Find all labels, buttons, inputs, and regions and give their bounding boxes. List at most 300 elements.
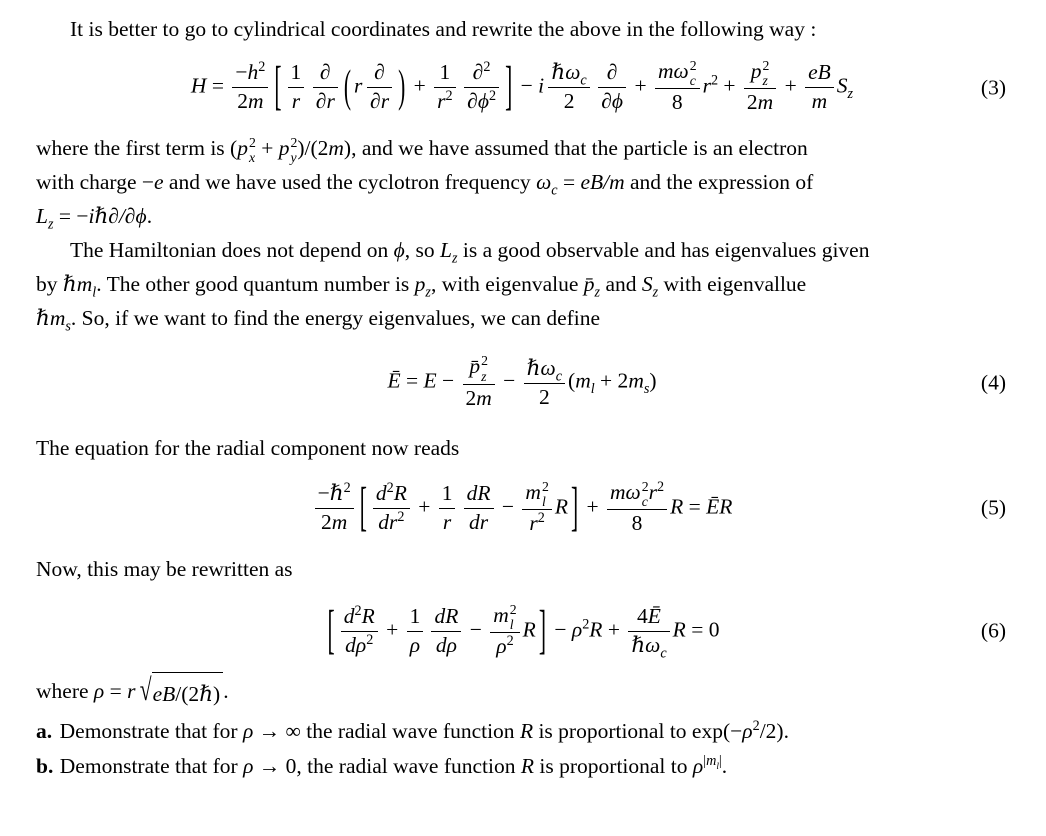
math-text: |	[703, 752, 707, 769]
math-text: 2	[290, 135, 298, 151]
stretched-delimiter: [	[327, 599, 335, 660]
math-variable: eB	[808, 60, 831, 85]
math-variable: z	[451, 250, 458, 267]
math-text: =	[400, 368, 424, 393]
fraction	[463, 353, 495, 412]
superscript	[657, 479, 664, 495]
denominator	[315, 508, 354, 537]
math-text: 2	[397, 508, 405, 525]
math-text: /2).	[759, 719, 789, 744]
numerator	[524, 355, 565, 383]
fraction	[464, 480, 494, 537]
math-text: 2	[237, 89, 248, 114]
math-variable: p	[278, 136, 290, 161]
subscript	[763, 73, 768, 88]
math-variable: R	[522, 617, 536, 642]
math-text: =	[206, 73, 230, 98]
math-text: 2	[746, 90, 758, 115]
numerator	[655, 58, 700, 88]
math-text: −	[497, 368, 521, 393]
math-variable: z	[47, 216, 54, 233]
math-text: +	[255, 136, 279, 161]
math-variable: ℏ	[199, 682, 214, 707]
math-variable: R	[393, 480, 407, 505]
math-text: −	[464, 617, 488, 642]
superscript	[690, 58, 697, 73]
math-variable: Ē	[706, 494, 720, 519]
math-variable: ρ	[571, 617, 583, 642]
subscript	[542, 494, 546, 509]
para-first-term-line-3	[36, 199, 1008, 233]
math-variable: S	[836, 73, 848, 98]
math-text: /(2	[175, 682, 200, 707]
numerator	[373, 480, 410, 508]
math-variable: z	[425, 284, 431, 301]
math-variable: y	[290, 150, 297, 166]
math-variable: l	[92, 284, 97, 301]
math-variable: ℏω	[551, 60, 581, 85]
math-text: 2	[481, 353, 488, 369]
sqrt-radical	[140, 672, 223, 714]
numerator	[598, 59, 626, 87]
stretched-delimiter: ]	[538, 599, 546, 660]
math-text: 2	[538, 384, 550, 409]
denominator	[367, 87, 392, 116]
math-text: The Hamiltonian does not depend on	[70, 238, 394, 263]
math-variable: eB	[152, 682, 176, 707]
math-text: 8	[631, 510, 643, 535]
math-variable: dr	[378, 509, 398, 534]
math-variable: mω	[657, 59, 689, 84]
math-text: 2	[386, 479, 394, 496]
math-variable: Ē	[647, 604, 661, 629]
math-variable: c	[580, 72, 587, 89]
stacked-scripts	[481, 353, 488, 383]
math-variable: p	[414, 272, 426, 297]
math-variable: ℏω	[631, 632, 661, 657]
math-variable: h	[247, 60, 259, 85]
numerator	[315, 480, 354, 508]
math-variable: ℏm	[36, 306, 66, 331]
denominator	[655, 88, 700, 117]
math-variable: z	[594, 284, 601, 301]
math-variable: ρ	[93, 679, 105, 704]
math-variable: m	[328, 136, 344, 161]
math-text: −	[548, 617, 572, 642]
denominator	[313, 87, 338, 116]
item-label: a.	[36, 719, 53, 744]
denominator	[628, 631, 669, 660]
math-variable: l	[509, 617, 514, 632]
subscript	[642, 494, 648, 509]
math-variable: c	[641, 493, 648, 509]
math-variable: r	[437, 89, 446, 114]
superscript	[249, 135, 256, 150]
math-variable: dR	[466, 480, 491, 505]
fraction	[407, 603, 424, 660]
subscript	[660, 645, 666, 661]
math-text: . So, if we want to find the energy eigenvalues, we can define	[70, 306, 601, 331]
math-text: 2	[248, 135, 256, 151]
math-text: Demonstrate that for	[59, 754, 244, 779]
denominator	[490, 632, 519, 661]
fraction	[598, 59, 626, 116]
math-variable: p	[237, 136, 248, 161]
math-text: 2	[354, 602, 362, 619]
math-text: −	[436, 368, 460, 393]
math-variable: ρ	[692, 754, 704, 779]
numerator	[434, 59, 455, 87]
math-text: (	[568, 368, 576, 393]
fraction	[373, 480, 410, 537]
math-text: +	[629, 73, 652, 98]
para-radial-intro	[36, 431, 1008, 465]
math-variable: m	[247, 89, 264, 114]
math-variable: p	[750, 59, 762, 84]
math-variable: ρ	[243, 754, 254, 779]
numerator	[313, 59, 338, 87]
math-variable: m	[525, 479, 541, 504]
denominator	[464, 508, 494, 537]
math-variable: R	[361, 604, 375, 629]
stretched-delimiter: (	[343, 60, 351, 112]
superscript	[538, 510, 545, 526]
denominator	[431, 631, 461, 660]
radicand	[152, 672, 224, 714]
equation-4	[36, 353, 1008, 412]
math-text: .	[721, 754, 728, 779]
subscript	[481, 369, 486, 384]
math-text: and	[600, 272, 642, 297]
math-variable: H	[190, 73, 207, 98]
equation-5-body	[312, 476, 733, 538]
denominator	[373, 508, 410, 537]
subscript	[510, 617, 514, 632]
superscript	[542, 479, 549, 494]
math-text: 2	[509, 601, 517, 617]
fraction	[524, 355, 565, 412]
para-hamiltonian-line-1	[36, 233, 1008, 267]
numerator	[463, 353, 495, 383]
math-variable: L	[440, 238, 452, 263]
math-text: . The other good quantum number is	[96, 272, 415, 297]
item-b	[36, 749, 1008, 784]
math-variable: p̄	[583, 272, 595, 297]
numerator	[431, 603, 461, 631]
math-text: 2	[366, 631, 374, 648]
math-text: The equation for the radial component now reads	[36, 435, 460, 460]
fraction	[439, 480, 456, 537]
superscript	[387, 480, 394, 496]
numerator	[490, 602, 519, 632]
math-text: 2	[656, 478, 665, 495]
fraction	[367, 59, 392, 116]
math-text: 2	[488, 87, 497, 104]
math-text: by	[36, 272, 63, 297]
superscript	[483, 59, 490, 75]
math-variable: ρ	[242, 719, 254, 744]
math-variable: l	[541, 493, 546, 509]
denominator	[744, 88, 776, 117]
equation-6	[36, 599, 1008, 662]
stretched-delimiter: [	[359, 476, 367, 537]
numerator	[548, 59, 589, 87]
math-variable: R	[554, 494, 568, 519]
item-label: b.	[36, 754, 54, 779]
math-variable: mω	[610, 479, 641, 504]
stacked-scripts	[249, 135, 256, 165]
math-variable: z	[847, 85, 854, 102]
math-text: ), and we have assumed that the particle is an electron	[343, 136, 808, 161]
math-text: 2	[506, 632, 514, 649]
math-variable: z	[762, 73, 768, 89]
math-variable: dr	[469, 509, 489, 534]
math-variable: R	[589, 617, 603, 642]
math-text: 2	[762, 58, 770, 73]
math-variable: l	[716, 761, 719, 772]
math-text: 1	[409, 604, 421, 629]
fraction	[464, 59, 499, 116]
math-variable: ρ	[742, 719, 753, 744]
subscript	[249, 150, 255, 165]
fraction	[548, 59, 589, 116]
subscript	[290, 150, 296, 165]
math-variable: ∂r	[370, 89, 390, 114]
math-text: +	[602, 617, 626, 642]
para-hamiltonian-line-3	[36, 301, 1008, 335]
math-text: 1	[441, 480, 453, 505]
math-variable: p̄	[469, 354, 481, 379]
radical-sign: √	[139, 672, 152, 708]
math-variable: r	[529, 510, 538, 535]
math-variable: d	[375, 480, 387, 505]
superscript	[642, 479, 649, 494]
fraction	[490, 602, 519, 661]
math-text: 2	[710, 72, 719, 89]
fraction	[315, 480, 354, 537]
math-variable: ℏω	[526, 355, 556, 380]
math-variable: R	[672, 617, 686, 642]
math-variable: z	[652, 284, 659, 301]
subscript	[690, 73, 696, 88]
math-text: with charge −	[36, 170, 154, 195]
math-variable: l	[590, 381, 595, 398]
math-text: is proportional to exp(−	[533, 719, 743, 744]
math-variable: x	[248, 150, 256, 166]
math-variable: E	[423, 368, 437, 393]
subscript	[556, 368, 562, 384]
math-text: , with eigenvalue	[430, 272, 584, 297]
math-text: and the expression of	[624, 170, 814, 195]
math-variable: ρ	[496, 634, 507, 659]
math-text: +	[718, 73, 741, 98]
math-text: +	[380, 617, 404, 642]
equation-3	[36, 55, 1008, 117]
para-hamiltonian-line-2	[36, 267, 1008, 301]
math-text: It is better to go to cylindrical coordinates and rewrite the above in the following way :	[70, 17, 817, 41]
math-text: 2	[541, 478, 549, 494]
numerator	[464, 480, 494, 508]
denominator	[607, 509, 667, 538]
math-text: +	[779, 73, 803, 98]
fraction	[313, 59, 338, 116]
math-text: Now, this may be rewritten as	[36, 556, 293, 581]
stacked-scripts	[642, 479, 649, 509]
math-text: = 0	[685, 617, 720, 642]
math-variable: r	[648, 479, 657, 504]
equation-3-body	[190, 55, 854, 117]
superscript	[354, 603, 361, 619]
math-text: )/(2	[297, 136, 329, 161]
stretched-delimiter: ]	[570, 476, 579, 537]
math-variable: r	[127, 679, 136, 704]
math-variable: e	[154, 170, 164, 195]
stacked-scripts	[690, 58, 697, 88]
denominator	[288, 87, 305, 116]
math-variable: c	[551, 182, 558, 199]
stacked-scripts	[763, 58, 770, 88]
equation-3-number: (3)	[980, 75, 1006, 100]
superscript	[366, 632, 373, 648]
fraction	[232, 59, 268, 116]
numerator	[407, 603, 424, 631]
numerator	[744, 58, 776, 88]
math-variable: m	[476, 385, 492, 410]
math-text: + 2	[594, 368, 629, 393]
superscript	[510, 602, 517, 617]
math-variable: m	[811, 89, 828, 114]
math-variable: s	[65, 318, 71, 335]
math-text: where the first term is (	[36, 136, 238, 161]
math-variable: iℏ∂/∂ϕ	[88, 204, 147, 229]
math-variable: ∂ϕ	[601, 89, 624, 114]
numerator	[607, 479, 667, 509]
numerator	[805, 59, 834, 87]
equation-4-body	[387, 353, 656, 412]
math-text: = −	[53, 204, 89, 229]
math-variable: d	[343, 604, 355, 629]
fraction	[744, 58, 776, 117]
math-variable: r	[702, 73, 711, 98]
math-variable: c	[555, 367, 563, 384]
math-text: +	[581, 494, 605, 519]
math-variable: ρ	[409, 632, 421, 657]
numerator	[232, 59, 268, 87]
rho-definition	[36, 671, 1008, 714]
math-variable: m	[628, 368, 644, 393]
superscript	[753, 718, 760, 734]
equation-6-number: (6)	[980, 618, 1006, 643]
math-variable: ∂r	[315, 89, 335, 114]
math-text: 2	[563, 89, 575, 114]
para-rewrite-intro	[36, 552, 1008, 586]
math-text: 2	[445, 87, 453, 104]
math-variable: m	[706, 752, 717, 769]
math-variable: m	[331, 509, 348, 534]
math-text: 2	[465, 385, 477, 410]
numerator	[288, 59, 305, 87]
math-variable: dρ	[345, 632, 367, 657]
denominator	[407, 631, 424, 660]
denominator	[524, 383, 565, 412]
math-text: 2	[321, 509, 332, 534]
math-variable: Ē	[387, 368, 401, 393]
math-text: 1	[290, 60, 302, 85]
superscript	[489, 88, 496, 104]
math-text: −	[515, 73, 539, 98]
denominator	[439, 508, 456, 537]
superscript	[703, 752, 722, 772]
denominator	[463, 384, 495, 413]
math-text: , so	[404, 238, 441, 263]
math-variable: r	[442, 509, 452, 534]
superscript	[258, 59, 265, 75]
math-variable: dρ	[435, 632, 457, 657]
math-text: and we have used the cyclotron frequency	[163, 170, 537, 195]
math-variable: ∂	[374, 60, 385, 85]
math-text: → ∞ the radial wave function	[253, 719, 520, 744]
math-text: → 0, the radial wave function	[253, 754, 521, 779]
equation-5	[36, 476, 1008, 538]
numerator	[522, 479, 551, 509]
superscript	[446, 88, 453, 104]
math-variable: m	[493, 602, 509, 627]
fraction	[805, 59, 834, 116]
stretched-delimiter: ]	[505, 55, 513, 116]
numerator	[367, 59, 392, 87]
stretched-delimiter: )	[398, 60, 406, 112]
math-variable: ℏm	[62, 272, 93, 297]
math-variable: r	[354, 73, 363, 98]
numerator	[628, 603, 669, 631]
math-variable: dR	[434, 604, 459, 629]
math-variable: m	[575, 368, 591, 393]
fraction	[655, 58, 700, 117]
math-variable: r	[291, 89, 301, 114]
math-text: 1	[439, 60, 451, 85]
math-text: =	[683, 494, 707, 519]
math-variable: s	[643, 381, 650, 398]
subscript	[848, 86, 854, 102]
fraction	[628, 603, 669, 660]
math-text: =	[104, 679, 128, 704]
math-text: 2	[537, 509, 545, 526]
math-variable: z	[481, 368, 487, 384]
math-variable: ∂ϕ	[467, 89, 489, 114]
superscript	[763, 58, 770, 73]
math-text: 4	[637, 604, 648, 629]
denominator	[805, 87, 834, 116]
math-text: is proportional to	[534, 754, 693, 779]
math-variable: c	[689, 73, 696, 89]
intro-sentence	[36, 12, 1008, 46]
math-text: +	[412, 494, 436, 519]
numerator	[464, 59, 499, 87]
para-first-term-line-1	[36, 131, 1008, 165]
math-variable: c	[660, 645, 667, 662]
denominator	[548, 87, 589, 116]
math-variable: R	[520, 754, 535, 779]
math-text: +	[408, 73, 432, 98]
numerator	[439, 480, 456, 508]
math-text: .	[146, 204, 153, 229]
math-text: )	[649, 368, 657, 393]
math-variable: R	[719, 494, 733, 519]
equation-5-number: (5)	[980, 495, 1006, 520]
math-text: −	[496, 494, 520, 519]
math-text: .	[223, 679, 229, 704]
denominator	[464, 87, 499, 116]
